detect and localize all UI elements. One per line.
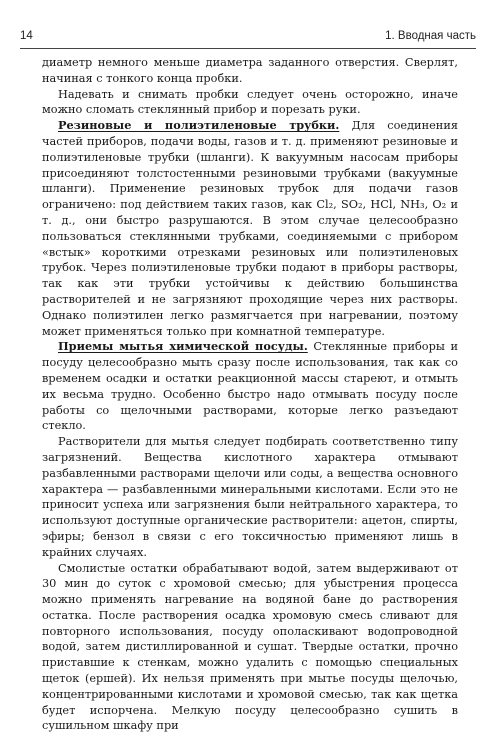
paragraph-solvents xyxy=(42,434,458,560)
paragraph-residues xyxy=(42,561,458,735)
body-text xyxy=(42,55,458,734)
paragraph-text: диаметр немного меньше диаметра заданного отверстия. Сверлят, начиная с тонкого конца пробки. xyxy=(42,56,458,85)
paragraph-text: Надевать и снимать пробки следует очень осторожно, иначе можно сломать стеклянный прибор и порезать руки. xyxy=(42,87,458,117)
paragraph-text: Для соединения частей приборов, подачи воды, газов и т. д. применяют резиновые и полиэтиленовые трубки (шланги). К вакуумным насосам приборы присоединяют толстостенными резиновыми трубками (вакуумные шланги). Применение резиновых трубок для подачи газов ограничено: под действием таких газов, как Cl₂, SO₂, HCl, NH₃, O₂ и т. д., они быстро разрушаются. В этом случае целесообразно пользоваться стеклянными трубками, соединяемыми с прибором «встык» короткими отрезками резиновых или полиэтиленовых трубок. Через полиэтиленовые трубки подают в приборы растворы, так как эти трубки устойчивы к действию большинства растворителей и не загрязняют проходящие через них растворы. Однако полиэтилен легко размягчается при нагревании, поэтому может применяться только при комнатной температуре. xyxy=(42,119,458,338)
paragraph-stoppers xyxy=(42,87,458,119)
section-heading-washing: Приемы мытья химической посуды. xyxy=(58,339,308,354)
paragraph-text: Стеклянные приборы и посуду целесообразно мыть сразу после использования, так как со временем осадки и остатки реакционной массы стареют, и отмыть их весьма трудно. Особенно быстро надо отмывать посуду после работы со щелочными растворами, которые легко разъедают стекло. xyxy=(42,340,458,433)
paragraph-text: Смолистые остатки обрабатывают водой, затем выдерживают от 30 мин до суток с хромовой смесью; для убыстрения процесса можно применять нагревание на водяной бане до растворения остатка. После растворения осадка хромовую смесь сливают для повторного использования, посуду ополаскивают водопроводной водой, затем дистиллированной и сушат. Твердые остатки, прочно приставшие к стенкам, можно удалить с помощью специальных щеток (ершей). Их нельзя применять при мытье посуды щелочью, концентрированными кислотами и хромовой смесью, так как щетка будет испорчена. Мелкую посуду целесообразно сушить в сушильном шкафу при xyxy=(42,561,458,733)
paragraph-text: Растворители для мытья следует подбирать соответственно типу загрязнений. Вещества кислотного характера отмывают разбавленными растворами щелочи или соды, а вещества основного характера — разбавленными минеральными кислотами. Если это не приносит успеха или загрязнения были нейтрального характера, то используют доступные органические растворители: ацетон, спирты, эфиры; бензол в связи с его токсичностью применяют лишь в крайних случаях. xyxy=(42,435,458,559)
paragraph-washing xyxy=(42,339,458,434)
paragraph-tubes xyxy=(42,118,458,339)
section-heading-tubes: Резиновые и полиэтиленовые трубки. xyxy=(58,118,340,133)
chapter-title: 1. Вводная часть xyxy=(385,30,476,42)
header-rule xyxy=(20,48,476,49)
paragraph-continuation xyxy=(42,55,458,87)
running-header xyxy=(20,30,476,48)
page-number: 14 xyxy=(20,30,33,42)
